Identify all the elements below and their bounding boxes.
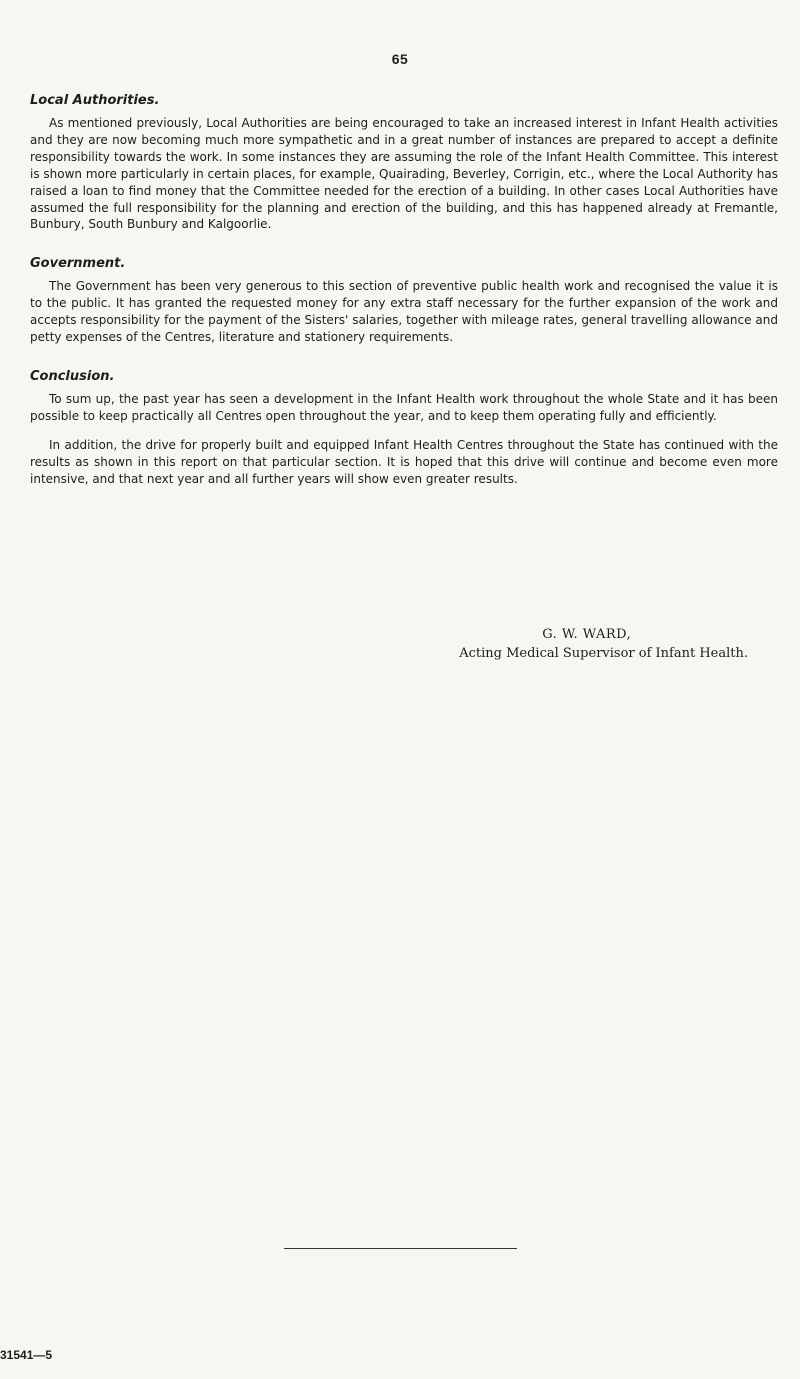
section-heading: Government. (30, 256, 126, 272)
section-government (30, 255, 778, 346)
paragraph: The Government has been very generous to this section of preventive public health work and recognised the value it is to the public. It has granted the requested money for any extra staff necessary for the further expansion of the work and accepts responsibility for the payment of the Sisters' salaries, together with mileage rates, general travelling allowance and petty expenses of the Centres, literature and stationery requirements. (30, 279, 778, 345)
signature-block (459, 626, 748, 663)
horizontal-rule (284, 1248, 517, 1249)
section-local-authorities (30, 92, 778, 233)
page-number: 65 (391, 51, 409, 67)
paragraph: To sum up, the past year has seen a development in the Infant Health work throughout the whole State and it has been possible to keep practically all Centres open throughout the year, and to keep them operating fully and efficiently. (30, 391, 778, 423)
print-code: 31541—5 (0, 1348, 53, 1362)
signatory-name: G. W. WARD, (542, 627, 632, 642)
section-heading: Local Authorities. (30, 93, 160, 108)
section-heading: Conclusion. (30, 368, 115, 384)
signatory-title: Acting Medical Supervisor of Infant Health. (459, 645, 748, 661)
document-body (30, 92, 778, 510)
section-conclusion (30, 368, 778, 488)
paragraph: In addition, the drive for properly built and equipped Infant Health Centres throughout the State has continued with the results as shown in this report on that particular section. It is hoped that this drive will continue and become even more intensive, and that next year and all further years will show even greater results. (30, 437, 778, 486)
paragraph: As mentioned previously, Local Authorities are being encouraged to take an increased interest in Infant Health activities and they are now becoming much more sympathetic and in a great number of instances are prepared to accept a definite responsibility towards the work. In some instances they are assuming the role of the Infant Health Committee. This interest is shown more particularly in certain places, for example, Quairading, Beverley, Corrigin, etc., where the Local Authority has raised a loan to find money that the Committee needed for the erection of a building. In other cases Local Authorities have assumed the full responsibility for the planning and erection of the building, and this has happened already at Fremantle, Bunbury, South Bunbury and Kalgoorlie. (30, 116, 778, 232)
